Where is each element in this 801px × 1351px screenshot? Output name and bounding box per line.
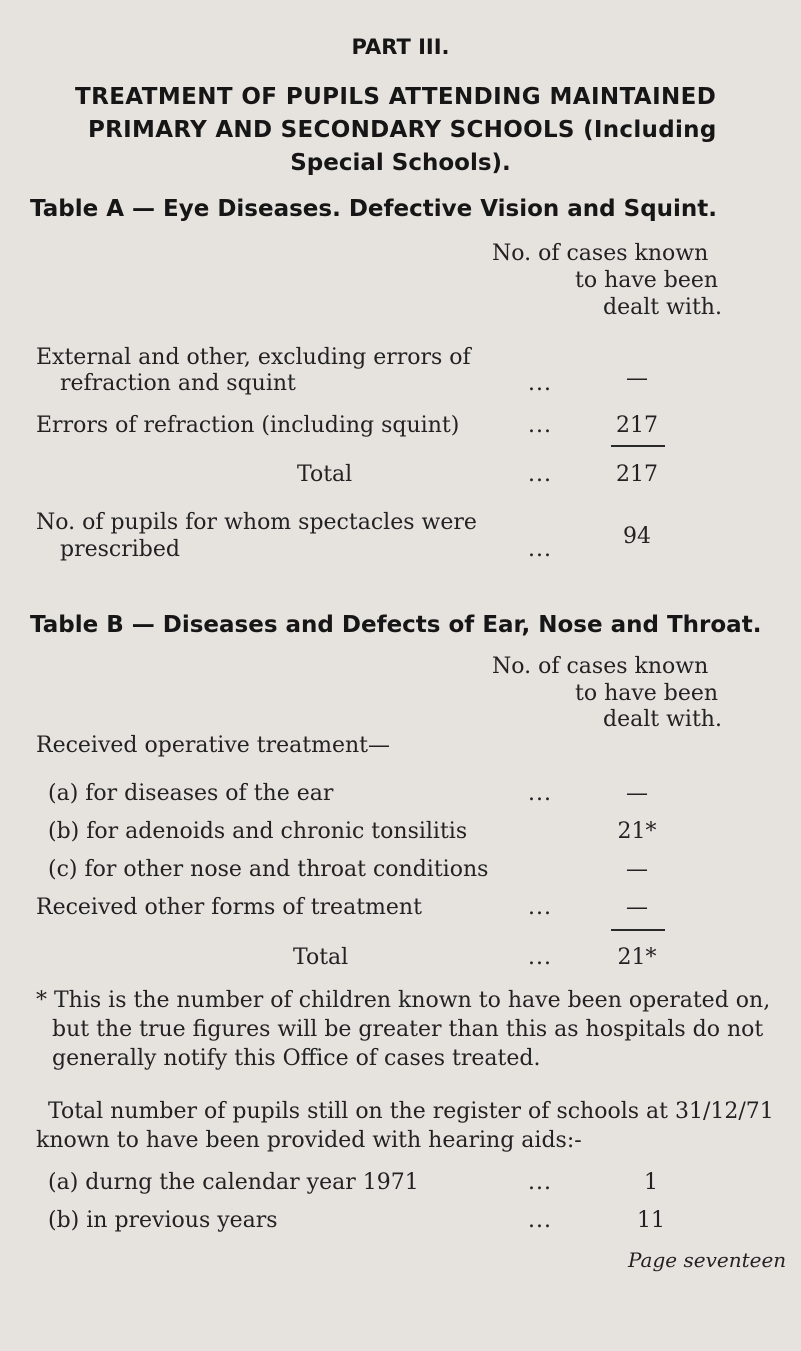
table-a-heading: Table A — Eye Diseases. Defective Vision and Squint. (30, 196, 718, 222)
table-a-col-header-2: to have been (575, 268, 719, 293)
table-a-total-label: Total (297, 462, 353, 487)
hearing-row-a-value: 1 (644, 1170, 658, 1195)
table-a-row-4-value: 94 (623, 524, 651, 549)
table-b-total-rule (611, 929, 665, 931)
table-b-row-other-dots: ... (528, 895, 552, 920)
hearing-row-a-label: (a) durng the calendar year 1971 (48, 1170, 419, 1195)
table-b-row-other-label: Received other forms of treatment (36, 895, 422, 920)
table-a-total-rule (611, 445, 665, 447)
table-a-total-value: 217 (616, 462, 658, 487)
table-b-footnote: * This is the number of children known to have been operated on, but the true figures will be greater than this as hospitals do not generally notify this Office of cases treated. (36, 988, 771, 1071)
table-a-row-2-label: Errors of refraction (including squint) (36, 413, 460, 438)
table-a-total-dots: ... (528, 462, 552, 487)
page-label: Page seventeen (628, 1248, 787, 1272)
table-a-row-1-label-1: External and other, excluding errors of (36, 345, 471, 370)
table-a-col-header-3: dealt with. (603, 295, 722, 320)
title-line-3: Special Schools). (290, 150, 511, 176)
hearing-row-b-value: 11 (637, 1208, 665, 1233)
table-b-section-label: Received operative treatment— (36, 733, 391, 758)
table-b-heading: Table B — Diseases and Defects of Ear, Nose and Throat. (30, 612, 762, 638)
table-a-row-2-value: 217 (616, 413, 658, 438)
title-line-2: PRIMARY AND SECONDARY SCHOOLS (Including (88, 117, 717, 143)
table-b-total-dots: ... (528, 945, 552, 970)
title-line-1: TREATMENT OF PUPILS ATTENDING MAINTAINED (75, 84, 717, 110)
table-b-row-a-value: — (626, 781, 648, 806)
hearing-intro: Total number of pupils still on the register of schools at 31/12/71 known to have been provided with hearing aids:- (36, 1099, 774, 1153)
table-b-col-header-3: dealt with. (603, 707, 722, 732)
table-b-col-header-2: to have been (575, 681, 719, 706)
table-b-row-a-dots: ... (528, 781, 552, 806)
table-b-total-label: Total (293, 945, 349, 970)
hearing-row-a-dots: ... (528, 1170, 552, 1195)
table-b-row-b-value: 21* (617, 819, 657, 844)
table-a-row-4-label-2: prescribed (60, 537, 180, 562)
table-a-row-1-dots: ... (528, 371, 552, 396)
table-a-col-header-1: No. of cases known (492, 241, 709, 266)
part-heading: PART III. (351, 35, 450, 59)
table-a-row-1-label-2: refraction and squint (60, 371, 296, 396)
table-b-row-a-label: (a) for diseases of the ear (48, 781, 334, 806)
table-b-row-b-label: (b) for adenoids and chronic tonsilitis (48, 819, 468, 844)
table-b-row-c-value: — (626, 857, 648, 882)
table-b-row-c-label: (c) for other nose and throat conditions (48, 857, 489, 882)
hearing-row-b-label: (b) in previous years (48, 1208, 278, 1233)
table-b-col-header-1: No. of cases known (492, 654, 709, 679)
table-a-row-4-dots: ... (528, 537, 552, 562)
hearing-row-b-dots: ... (528, 1208, 552, 1233)
table-a-row-1-value: — (626, 366, 648, 391)
table-b-total-value: 21* (617, 945, 657, 970)
table-b-row-other-value: — (626, 895, 648, 920)
table-a-row-2-dots: ... (528, 413, 552, 438)
table-a-row-4-label-1: No. of pupils for whom spectacles were (36, 510, 477, 535)
